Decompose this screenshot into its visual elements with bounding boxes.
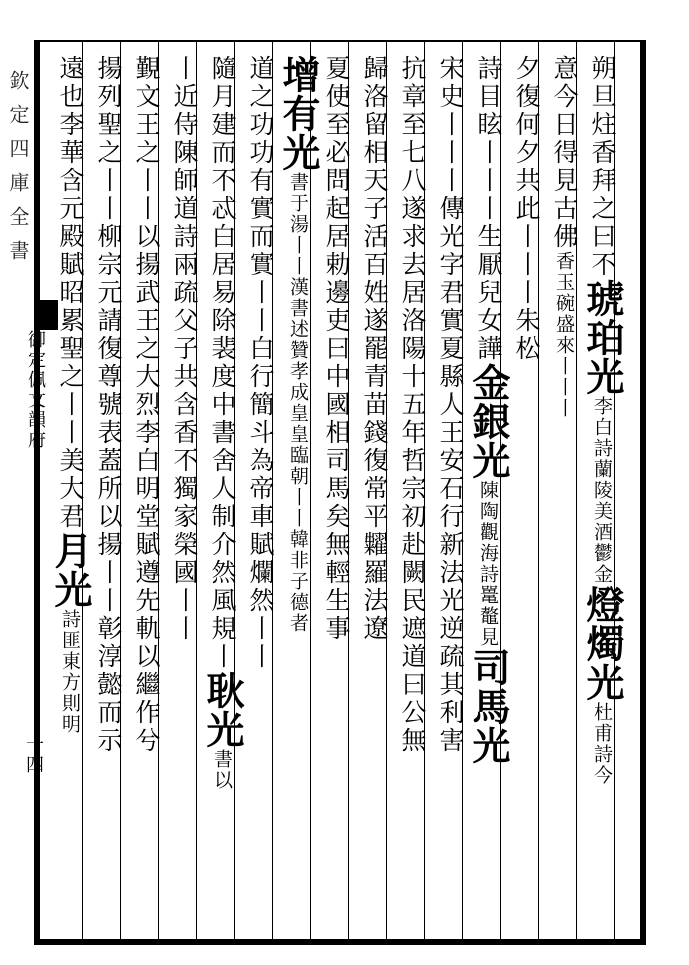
headword: 耿光 [200,671,245,749]
column-text: 夏使至必問起居勅邊吏曰中國相司馬矣無輕生事 [322,55,351,643]
annotation: 書于湯丨丨漢書述贊孝成皇皇臨朝丨丨韓非子德者 [287,172,309,634]
column-text: 宋史丨丨丨傳光字君實夏縣人王安石行新法光逆疏其利害 [436,55,465,755]
text-column [432,55,468,755]
headword: 增有光 [276,55,321,172]
annotation: 詩匪東方則明 [59,609,81,735]
column-text: 丨近侍陳師道詩兩疏父子共含香不獨家榮國丨丨 [170,55,199,643]
column-text: 隨月建而不忒白居易除裴度中書舍人制介然風規丨 [208,55,237,671]
column-text: 朔旦炷香拜之曰不 [588,55,617,279]
text-column [508,55,544,363]
column-text: 道之功功有實而實丨丨白行簡斗為帝車賦爛然丨丨 [246,55,275,671]
headword: 金銀光 [466,363,511,480]
margin-title: 欽定四庫全書 [6,70,30,274]
text-column [166,55,202,643]
book-title: 御定佩文韻府 [25,330,46,450]
headword: 月光 [48,531,93,609]
column-text: 抗章至七八遂求去居洛陽十五年哲宗初赴闕民遮道曰公無 [398,55,427,755]
column-text: 詩目眩丨丨丨生厭兒女譁 [474,55,503,363]
column-text: 覲文王之丨丨以揚武王之大烈李白明堂賦遵先軌以繼作兮 [132,55,161,755]
folio-number: 十四 [23,735,44,775]
annotation: 陳陶觀海詩鼍鼇見 [477,480,499,648]
text-column [90,55,126,755]
text-column [200,55,245,791]
text-column [128,55,164,755]
text-column [356,55,392,643]
text-column [318,55,354,643]
headword: 琥珀光 [580,279,625,396]
text-column [580,55,625,786]
annotation: 書以 [211,749,233,791]
annotation: 杜甫詩今 [591,702,613,786]
column-text: 夕復何夕共此丨丨丨朱松 [512,55,541,363]
text-column [276,55,321,634]
text-column [466,55,511,765]
column-text: 歸洛留相天子活百姓遂罷青苗錢復常平糶羅法遼 [360,55,389,643]
text-column [242,55,278,671]
column-text: 意今日得見古佛 [550,55,579,251]
annotation: 香玉碗盛來丨丨丨 [553,251,575,419]
annotation: 李白詩蘭陵美酒鬱金 [591,396,613,585]
headword: 燈燭光 [580,585,625,702]
headword: 司馬光 [466,648,511,765]
column-text: 揚列聖之丨丨柳宗元請復尊號表蓋所以揚丨丨彰淳懿而示 [94,55,123,755]
text-column [394,55,430,755]
text-column [48,55,93,735]
column-text: 遠也李華含元殿賦昭累聖之丨丨美大君 [56,55,85,531]
text-column [546,55,582,419]
